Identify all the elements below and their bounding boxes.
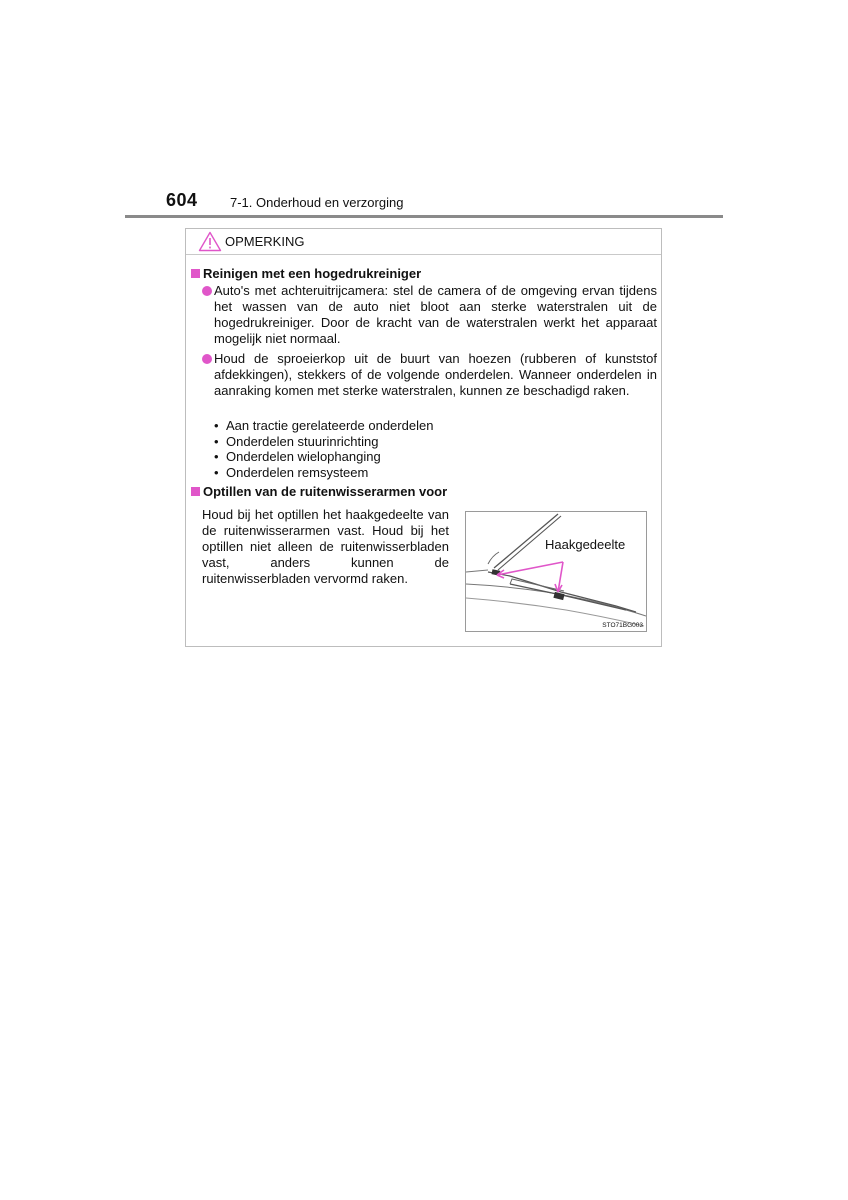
section-heading-text: Reinigen met een hogedrukreiniger	[203, 266, 422, 281]
list-item: • Onderdelen stuurinrichting	[214, 434, 433, 450]
list-item: • Onderdelen remsysteem	[214, 465, 433, 481]
page-number: 604	[166, 190, 198, 210]
warning-triangle-icon	[198, 231, 222, 252]
bullet-text-camera: Auto's met achteruitrijcamera: stel de camera of de omgeving ervan tijdens het wassen van de auto niet bloot aan sterke waterstralen uit de hogedrukreiniger. Door de kracht van de waterstralen werkt het apparaat mogelijk niet normaal.	[214, 283, 657, 346]
section-square-icon	[191, 269, 200, 278]
section-heading-pressure-washer	[191, 266, 421, 281]
sub-item-list	[214, 418, 433, 481]
section-heading-text: Optillen van de ruitenwisserarmen voor	[203, 484, 448, 499]
wiper-illustration	[466, 512, 646, 631]
list-item: • Aan tractie gerelateerde onderdelen	[214, 418, 433, 434]
notice-title: OPMERKING	[225, 234, 305, 249]
section-heading-wiper-arms	[191, 484, 447, 499]
header-rule	[125, 215, 723, 218]
figure-callout-label: Haakgedeelte	[545, 537, 626, 552]
bullet-text-nozzle: Houd de sproeierkop uit de buurt van hoezen (rubberen of kunststof afdekkingen), stekkers of de volgende onderdelen. Wanneer onderdelen in aanraking komen met sterke waterstralen, kunnen ze beschadigd raken.	[214, 351, 657, 398]
wiper-figure	[465, 511, 647, 632]
bullet-dot-icon	[202, 354, 212, 364]
notice-header	[186, 229, 661, 255]
bullet-dot-icon	[202, 286, 212, 296]
wiper-instruction-text: Houd bij het optillen het haakgedeelte van de ruitenwisserarmen vast. Houd bij het optillen niet alleen de ruitenwisserbladen vast, anders kunnen de ruitenwisserbladen vervormd raken.	[202, 507, 449, 586]
figure-code: STO71BG003	[602, 622, 643, 629]
section-square-icon	[191, 487, 200, 496]
list-item: • Onderdelen wielophanging	[214, 449, 433, 465]
notice-box	[185, 228, 662, 647]
section-title: 7-1. Onderhoud en verzorging	[230, 195, 404, 210]
